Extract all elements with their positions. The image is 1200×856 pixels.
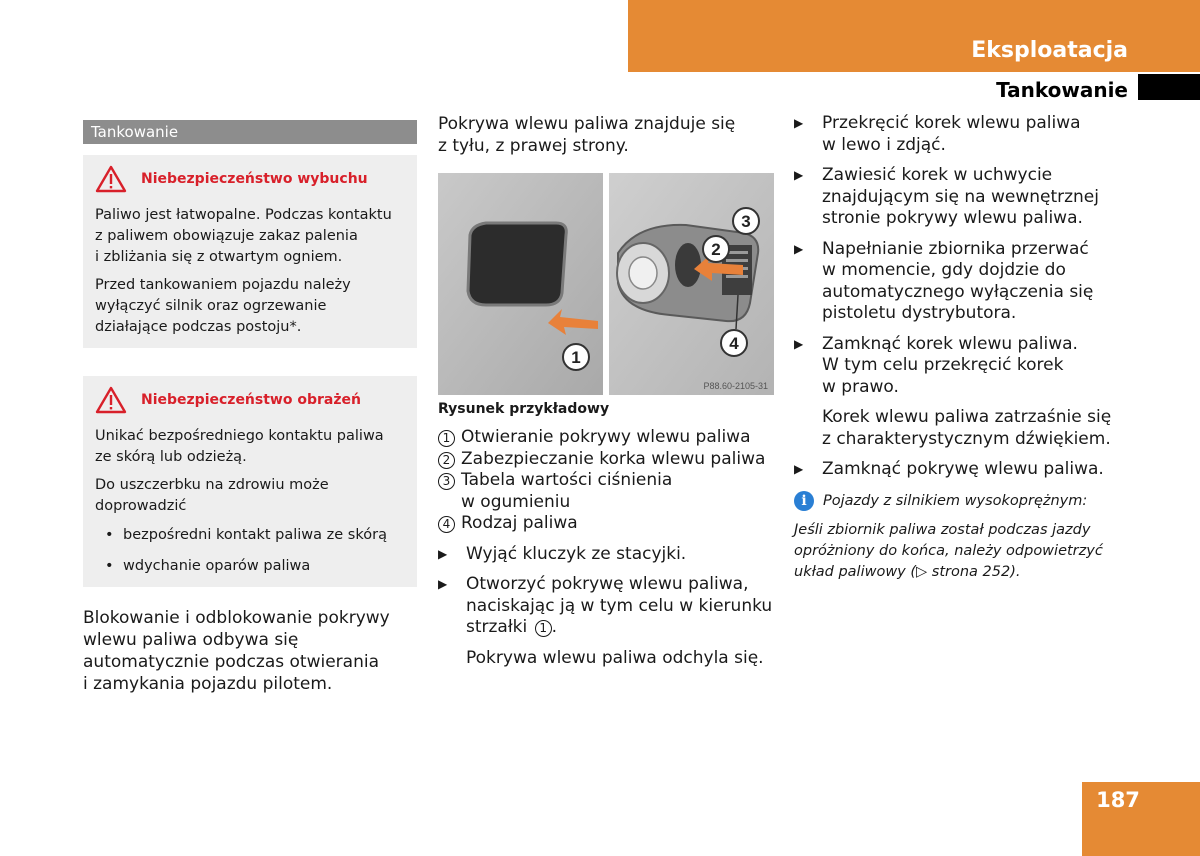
fuel-flap-closed [468,223,566,305]
legend-text [461,470,672,513]
page-link[interactable]: układ paliwowy (▷ strona 252). [794,563,1021,580]
text-line: z paliwem obowiązuje zakaz palenia [95,228,358,244]
text-line: naciskając ją w tym celu w kierunku [466,595,773,616]
section-subtitle: Tankowanie [996,78,1128,102]
legend-number: 4 [438,516,455,533]
text-line: i zbliżania się z otwartym ogniem. [95,249,343,265]
legend-text: Rodzaj paliwa [461,513,578,533]
body-paragraph [83,607,417,695]
legend-item [438,513,774,535]
warning-header [95,386,405,414]
text-line: automatycznego wyłączenia się [822,281,1094,302]
section-tab-marker [1138,74,1200,100]
warning-header [95,165,405,193]
filler-neck-inner [629,257,657,289]
text-line: Korek wlewu paliwa zatrzaśnie się [822,407,1112,427]
instruction-step [794,459,1124,481]
figure-code: P88.60-2105-31 [703,381,768,391]
warning-paragraph [95,275,405,338]
step-arrow-icon: ▶ [794,241,804,256]
step-result: Pokrywa wlewu paliwa odchyla się. [466,647,764,668]
step-text [822,113,1081,156]
text-line: W tym celu przekręcić korek [822,355,1064,375]
step-text [822,165,1099,230]
left-column [83,120,417,695]
text-line: opróżniony do końca, należy odpowietrzyć [794,542,1103,559]
callout-4-label: 4 [729,334,739,353]
instruction-step [794,113,1124,156]
legend-item [438,427,774,449]
warning-title: Niebezpieczeństwo wybuchu [141,171,368,187]
instruction-step [438,574,774,639]
text-line: Paliwo jest łatwopalne. Podczas kontaktu [95,207,392,223]
text-line: Unikać bezpośredniego kontaktu paliwa [95,428,384,444]
callout-2-label: 2 [711,240,721,259]
label-line [726,275,748,278]
legend-item [438,449,774,471]
step-arrow-icon: ▶ [794,116,804,130]
step-text: Wyjąć kluczyk ze stacyjki. [466,543,687,564]
text-line: pistoletu dystrybutora. [822,303,1017,323]
text-line: w momencie, gdy dojdzie do [822,260,1066,280]
text-line: Przekręcić korek wlewu paliwa [822,113,1081,133]
warning-paragraph [95,205,405,268]
text-line: Przed tankowaniem pojazdu należy [95,277,351,293]
warning-box-explosion [83,155,417,348]
instruction-step [794,334,1124,399]
text-line: Zawiesić korek w uchwycie [822,165,1053,185]
text-line: z tyłu, z prawej strony. [438,136,629,156]
text-line: automatycznie podczas otwierania [83,652,379,672]
text-line: Pokrywa wlewu paliwa znajduje się [438,114,736,134]
page-number: 187 [1096,788,1140,812]
legend-item [438,470,774,513]
text-line: . [551,617,558,637]
legend-number: 3 [438,473,455,490]
text-line: Do uszczerbku na zdrowiu może [95,477,329,493]
section-title: Tankowanie [83,120,417,144]
text-line: w lewo i zdjąć. [822,134,946,155]
legend-text: Zabezpieczanie korka wlewu paliwa [461,448,766,469]
text-line: w prawo. [822,376,899,397]
intro-paragraph [438,113,774,157]
text-line: wlewu paliwa odbywa się [83,630,299,650]
bullet-item [95,556,405,577]
right-column [794,113,1124,583]
step-arrow-icon: ▶ [438,577,448,591]
step-arrow-icon: ▶ [794,462,804,476]
text-line: z charakterystycznym dźwiękiem. [822,428,1111,449]
chapter-title: Eksploatacja [971,38,1128,63]
reference-number: 1 [535,620,552,637]
bullet-text: wdychanie oparów paliwa [123,558,311,574]
info-title: Pojazdy z silnikiem wysokoprężnym: [823,492,1088,509]
text-line: doprowadzić [95,498,187,514]
step-arrow-icon: ▶ [794,168,804,182]
warning-triangle-icon [95,386,127,414]
text-line: i zamykania pojazdu pilotem. [83,674,333,694]
warning-title: Niebezpieczeństwo obrażeń [141,392,361,408]
fuel-flap-illustration [438,173,774,395]
step-arrow-icon: ▶ [438,546,448,561]
step-text [822,334,1078,399]
info-note [794,491,1124,511]
text-line: Napełnianie zbiornika przerwać [822,238,1089,259]
bullet-dot-icon: • [105,558,114,574]
text-line: Otworzyć pokrywę wlewu paliwa, [466,574,749,594]
instruction-step [794,239,1124,325]
callout-3-label: 3 [741,212,751,231]
label-line [726,259,748,262]
callout-1-label: 1 [571,348,581,367]
bullet-text: bezpośredni kontakt paliwa ze skórą [123,527,387,543]
legend-text: Otwieranie pokrywy wlewu paliwa [461,427,751,447]
text-line: w ogumieniu [461,491,571,512]
text-line: Jeśli zbiornik paliwa został podczas jazdy [794,521,1091,538]
text-line: Blokowanie i odblokowanie pokrywy [83,608,390,628]
instruction-step [438,544,774,566]
text-line: znajdującym się na wewnętrznej [822,186,1099,207]
figure-legend [438,427,774,535]
info-icon: i [794,491,814,511]
figure-caption: Rysunek przykładowy [438,401,610,417]
text-line: Zamknąć korek wlewu paliwa. [822,333,1078,354]
instruction-step [794,165,1124,230]
text-line: Tabela wartości ciśnienia [461,470,673,490]
warning-triangle-icon [95,165,127,193]
page-number-tab [1082,782,1200,856]
warning-paragraph [95,426,405,468]
text-line: ze skórą lub odzieżą. [95,449,247,465]
text-line: wyłączyć silnik oraz ogrzewanie [95,298,327,314]
fuel-flap-figure [438,173,774,395]
step-arrow-icon: ▶ [794,336,804,351]
text-line: strzałki [466,617,528,637]
legend-number: 1 [438,430,455,447]
text-line: działające podczas postoju*. [95,319,302,335]
bullet-item [95,525,405,546]
fuel-cap [675,243,701,287]
step-text [822,239,1093,325]
info-paragraph [794,520,1124,583]
text-line: stronie pokrywy wlewu paliwa. [822,208,1083,228]
middle-column [438,113,774,669]
step-text: Zamknąć pokrywę wlewu paliwa. [822,459,1104,479]
step-result [794,407,1124,450]
legend-number: 2 [438,452,455,469]
step-text [466,574,772,639]
warning-paragraph [95,475,405,517]
bullet-dot-icon: • [105,527,114,543]
warning-box-injury [83,376,417,587]
